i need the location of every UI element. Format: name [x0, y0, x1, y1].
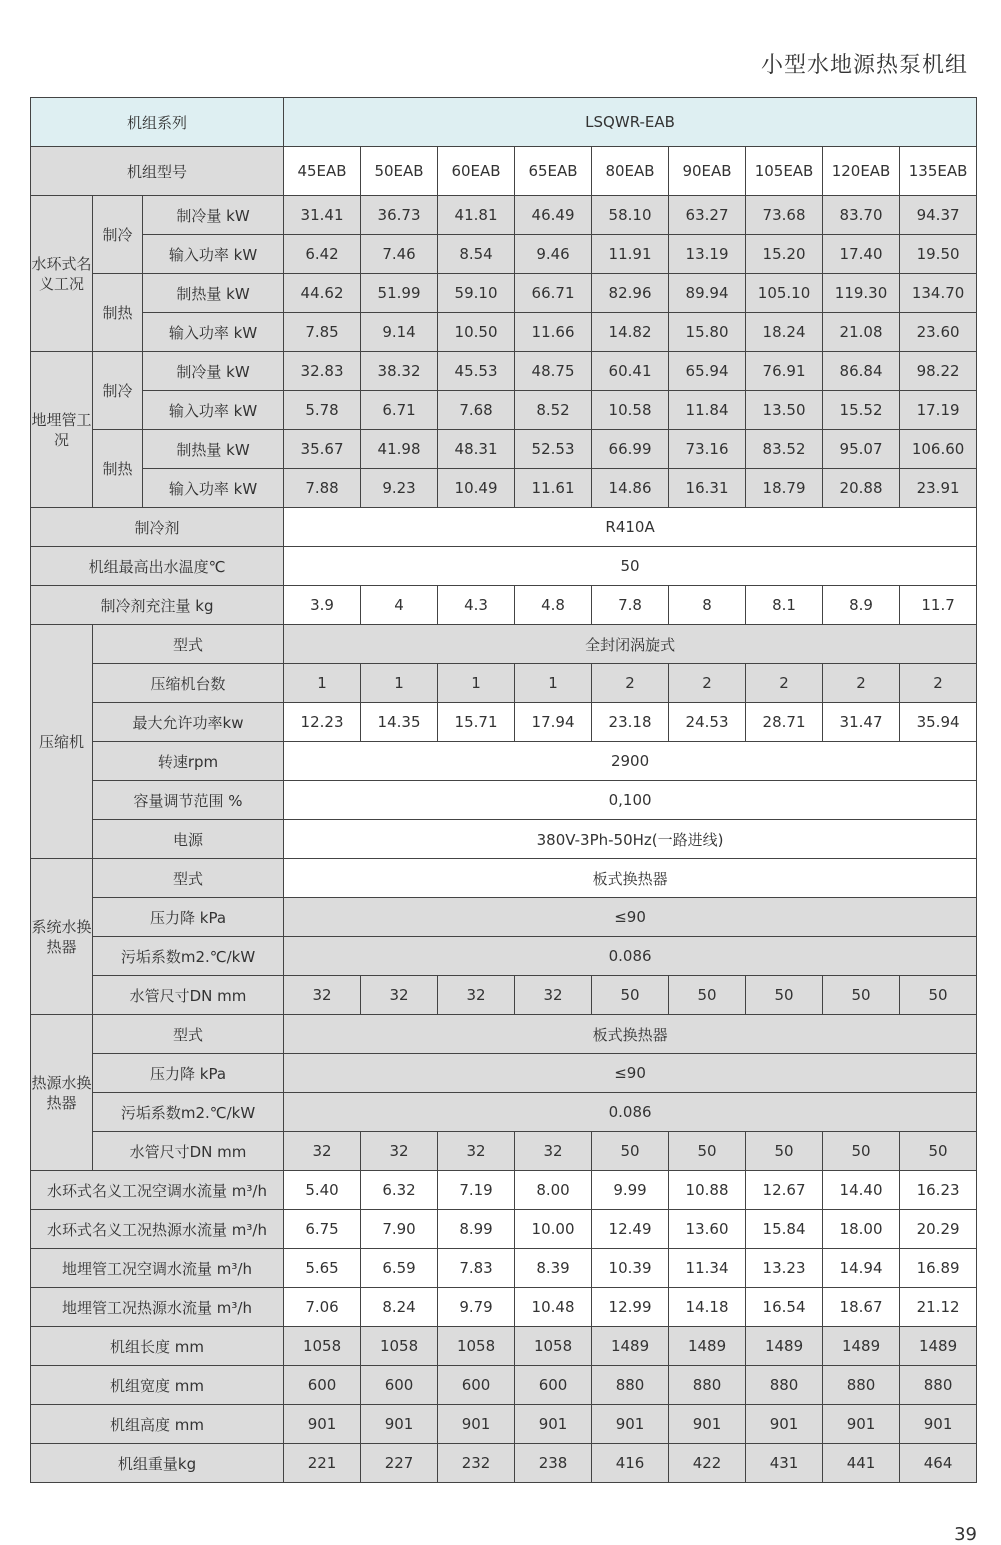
value-cell: 12.67 [746, 1171, 823, 1210]
row-label: 污垢系数m2.℃/kW [93, 937, 284, 976]
value-cell: 10.58 [592, 391, 669, 430]
value-cell: 24.53 [669, 703, 746, 742]
table-row [31, 547, 977, 586]
spec-table [30, 97, 977, 1483]
table-row [31, 1093, 977, 1132]
value-cell: 21.08 [823, 313, 900, 352]
model-label: 机组型号 [31, 147, 284, 196]
value-cell: 2 [592, 664, 669, 703]
value-cell: 6.42 [284, 235, 361, 274]
value-cell: 50 [746, 1132, 823, 1171]
value-cell: 431 [746, 1444, 823, 1483]
table-row [31, 1405, 977, 1444]
value-cell: 11.34 [669, 1249, 746, 1288]
value-cell: 2 [900, 664, 977, 703]
mode-label: 制热 [93, 274, 143, 352]
source-hx-category: 热源水换热器 [31, 1015, 93, 1171]
value-cell: 1058 [284, 1327, 361, 1366]
table-row [31, 1366, 977, 1405]
row-label: 输入功率 kW [143, 235, 284, 274]
value-cell: 45.53 [438, 352, 515, 391]
row-label: 水管尺寸DN mm [93, 1132, 284, 1171]
value-cell: 52.53 [515, 430, 592, 469]
mode-label: 制冷 [93, 196, 143, 274]
value-cell: 10.48 [515, 1288, 592, 1327]
table-row [31, 147, 977, 196]
value-cell: 4.3 [438, 586, 515, 625]
value-cell: 50 [823, 1132, 900, 1171]
value-cell: 1489 [823, 1327, 900, 1366]
value-cell: 7.19 [438, 1171, 515, 1210]
value-cell: 6.71 [361, 391, 438, 430]
value-cell: 1 [515, 664, 592, 703]
value-cell: 901 [900, 1405, 977, 1444]
table-row [31, 1327, 977, 1366]
value-cell: 880 [592, 1366, 669, 1405]
table-row [31, 313, 977, 352]
row-label: 转速rpm [93, 742, 284, 781]
value-cell: 41.98 [361, 430, 438, 469]
value-cell: 901 [515, 1405, 592, 1444]
value-cell: 9.79 [438, 1288, 515, 1327]
table-row [31, 352, 977, 391]
value-cell: 9.46 [515, 235, 592, 274]
value-cell: 18.67 [823, 1288, 900, 1327]
model-header: 60EAB [438, 147, 515, 196]
value-cell: 36.73 [361, 196, 438, 235]
value-cell: 82.96 [592, 274, 669, 313]
value-cell: 10.49 [438, 469, 515, 508]
value-cell: 50 [823, 976, 900, 1015]
value-cell: 9.14 [361, 313, 438, 352]
row-label: 压力降 kPa [93, 898, 284, 937]
table-row [31, 820, 977, 859]
value-cell: 23.18 [592, 703, 669, 742]
value-cell: 89.94 [669, 274, 746, 313]
table-row [31, 430, 977, 469]
row-label: 制冷剂充注量 kg [31, 586, 284, 625]
value-cell: 66.99 [592, 430, 669, 469]
value-cell: 7.06 [284, 1288, 361, 1327]
value-cell: 38.32 [361, 352, 438, 391]
series-value: LSQWR-EAB [284, 98, 977, 147]
value-cell: 51.99 [361, 274, 438, 313]
value-cell: 1489 [900, 1327, 977, 1366]
value-cell: 232 [438, 1444, 515, 1483]
value-cell: 73.68 [746, 196, 823, 235]
row-label: 输入功率 kW [143, 391, 284, 430]
value-cell: 880 [669, 1366, 746, 1405]
row-label: 机组高度 mm [31, 1405, 284, 1444]
table-row [31, 742, 977, 781]
mode-label: 制热 [93, 430, 143, 508]
value-cell: 15.84 [746, 1210, 823, 1249]
value-cell: 1489 [592, 1327, 669, 1366]
value-cell: 901 [592, 1405, 669, 1444]
value-cell: 1 [361, 664, 438, 703]
value-cell: 16.89 [900, 1249, 977, 1288]
row-label: 机组宽度 mm [31, 1366, 284, 1405]
table-row [31, 976, 977, 1015]
value-cell: 83.52 [746, 430, 823, 469]
row-label: 地埋管工况热源水流量 m³/h [31, 1288, 284, 1327]
value-cell: 98.22 [900, 352, 977, 391]
value-cell: 14.35 [361, 703, 438, 742]
value-cell: 1489 [746, 1327, 823, 1366]
value-cell: 8.99 [438, 1210, 515, 1249]
model-header: 45EAB [284, 147, 361, 196]
value-cell: 46.49 [515, 196, 592, 235]
table-row [31, 196, 977, 235]
row-label: 机组重量kg [31, 1444, 284, 1483]
value-cell: 17.19 [900, 391, 977, 430]
value-cell: 18.24 [746, 313, 823, 352]
page-number: 39 [954, 1524, 977, 1545]
value-cell: 59.10 [438, 274, 515, 313]
value-cell: 1058 [515, 1327, 592, 1366]
value-cell: 8.54 [438, 235, 515, 274]
value-cell: 7.90 [361, 1210, 438, 1249]
value-cell: 50 [746, 976, 823, 1015]
value-cell: 50 [669, 976, 746, 1015]
value-cell: 8 [669, 586, 746, 625]
value-cell: 1489 [669, 1327, 746, 1366]
row-label: 电源 [93, 820, 284, 859]
value-cell: 14.94 [823, 1249, 900, 1288]
value-cell: 221 [284, 1444, 361, 1483]
value-cell: 0.086 [284, 1093, 977, 1132]
row-label: 制冷量 kW [143, 196, 284, 235]
table-row [31, 235, 977, 274]
value-cell: 416 [592, 1444, 669, 1483]
value-cell: 16.54 [746, 1288, 823, 1327]
value-cell: 15.80 [669, 313, 746, 352]
model-header: 105EAB [746, 147, 823, 196]
value-cell: 11.7 [900, 586, 977, 625]
value-cell: 35.94 [900, 703, 977, 742]
system-hx-category: 系统水换热器 [31, 859, 93, 1015]
value-cell: 60.41 [592, 352, 669, 391]
table-row [31, 625, 977, 664]
value-cell: 48.75 [515, 352, 592, 391]
value-cell: 32 [438, 976, 515, 1015]
model-header: 80EAB [592, 147, 669, 196]
value-cell: 32 [438, 1132, 515, 1171]
value-cell: 1058 [438, 1327, 515, 1366]
row-label: 制冷剂 [31, 508, 284, 547]
value-cell: 32 [361, 976, 438, 1015]
row-label: 水环式名义工况空调水流量 m³/h [31, 1171, 284, 1210]
value-cell: 50 [900, 976, 977, 1015]
value-cell: 10.00 [515, 1210, 592, 1249]
series-label: 机组系列 [31, 98, 284, 147]
table-row [31, 1249, 977, 1288]
value-cell: 8.24 [361, 1288, 438, 1327]
table-row [31, 586, 977, 625]
value-cell: 76.91 [746, 352, 823, 391]
value-cell: 31.41 [284, 196, 361, 235]
table-row [31, 1288, 977, 1327]
value-cell: 50 [592, 976, 669, 1015]
value-cell: 32 [515, 976, 592, 1015]
value-cell: 380V-3Ph-50Hz(一路进线) [284, 820, 977, 859]
row-label: 压缩机台数 [93, 664, 284, 703]
value-cell: 21.12 [900, 1288, 977, 1327]
table-row [31, 1015, 977, 1054]
value-cell: 32 [284, 1132, 361, 1171]
model-header: 120EAB [823, 147, 900, 196]
value-cell: 32 [515, 1132, 592, 1171]
table-row [31, 1444, 977, 1483]
value-cell: 4.8 [515, 586, 592, 625]
value-cell: 20.88 [823, 469, 900, 508]
value-cell: 14.18 [669, 1288, 746, 1327]
water-loop-category: 水环式名义工况 [31, 196, 93, 352]
row-label: 地埋管工况空调水流量 m³/h [31, 1249, 284, 1288]
value-cell: 10.39 [592, 1249, 669, 1288]
value-cell: 全封闭涡旋式 [284, 625, 977, 664]
page-title: 小型水地源热泵机组 [760, 53, 968, 78]
value-cell: 板式换热器 [284, 1015, 977, 1054]
value-cell: 901 [438, 1405, 515, 1444]
value-cell: 8.00 [515, 1171, 592, 1210]
value-cell: 28.71 [746, 703, 823, 742]
value-cell: 13.60 [669, 1210, 746, 1249]
value-cell: 7.46 [361, 235, 438, 274]
value-cell: 15.52 [823, 391, 900, 430]
table-row [31, 937, 977, 976]
row-label: 制冷量 kW [143, 352, 284, 391]
value-cell: 32 [284, 976, 361, 1015]
value-cell: 50 [900, 1132, 977, 1171]
table-row [31, 391, 977, 430]
row-label: 机组长度 mm [31, 1327, 284, 1366]
value-cell: 11.91 [592, 235, 669, 274]
row-label: 压力降 kPa [93, 1054, 284, 1093]
value-cell: 10.50 [438, 313, 515, 352]
model-header: 90EAB [669, 147, 746, 196]
row-label: 容量调节范围 % [93, 781, 284, 820]
value-cell: 50 [669, 1132, 746, 1171]
value-cell: 14.86 [592, 469, 669, 508]
row-label: 最大允许功率kw [93, 703, 284, 742]
value-cell: 880 [823, 1366, 900, 1405]
model-header: 135EAB [900, 147, 977, 196]
value-cell: 1 [284, 664, 361, 703]
value-cell: 83.70 [823, 196, 900, 235]
value-cell: 1058 [361, 1327, 438, 1366]
table-row [31, 859, 977, 898]
value-cell: 4 [361, 586, 438, 625]
value-cell: 94.37 [900, 196, 977, 235]
value-cell: 600 [284, 1366, 361, 1405]
value-cell: 880 [746, 1366, 823, 1405]
model-header: 65EAB [515, 147, 592, 196]
value-cell: 7.83 [438, 1249, 515, 1288]
value-cell: 7.68 [438, 391, 515, 430]
value-cell: 0,100 [284, 781, 977, 820]
table-row [31, 703, 977, 742]
table-row [31, 1132, 977, 1171]
value-cell: 50 [284, 547, 977, 586]
value-cell: 23.91 [900, 469, 977, 508]
value-cell: 8.39 [515, 1249, 592, 1288]
value-cell: 7.8 [592, 586, 669, 625]
value-cell: 32.83 [284, 352, 361, 391]
value-cell: 31.47 [823, 703, 900, 742]
value-cell: 13.23 [746, 1249, 823, 1288]
value-cell: 2 [823, 664, 900, 703]
table-row [31, 469, 977, 508]
value-cell: 9.23 [361, 469, 438, 508]
table-row [31, 1171, 977, 1210]
value-cell: 441 [823, 1444, 900, 1483]
row-label: 制热量 kW [143, 274, 284, 313]
value-cell: 6.75 [284, 1210, 361, 1249]
value-cell: 901 [361, 1405, 438, 1444]
value-cell: 44.62 [284, 274, 361, 313]
table-row [31, 664, 977, 703]
value-cell: 95.07 [823, 430, 900, 469]
value-cell: 63.27 [669, 196, 746, 235]
table-row [31, 1054, 977, 1093]
value-cell: 6.32 [361, 1171, 438, 1210]
value-cell: 23.60 [900, 313, 977, 352]
value-cell: 2 [669, 664, 746, 703]
value-cell: 73.16 [669, 430, 746, 469]
value-cell: 板式换热器 [284, 859, 977, 898]
value-cell: 18.79 [746, 469, 823, 508]
value-cell: 2900 [284, 742, 977, 781]
value-cell: 227 [361, 1444, 438, 1483]
value-cell: 35.67 [284, 430, 361, 469]
row-label: 机组最高出水温度℃ [31, 547, 284, 586]
value-cell: 5.40 [284, 1171, 361, 1210]
model-header: 50EAB [361, 147, 438, 196]
table-row [31, 508, 977, 547]
row-label: 型式 [93, 1015, 284, 1054]
row-label: 污垢系数m2.℃/kW [93, 1093, 284, 1132]
row-label: 水管尺寸DN mm [93, 976, 284, 1015]
value-cell: 901 [669, 1405, 746, 1444]
value-cell: 86.84 [823, 352, 900, 391]
row-label: 输入功率 kW [143, 313, 284, 352]
value-cell: 14.82 [592, 313, 669, 352]
value-cell: 901 [746, 1405, 823, 1444]
value-cell: 17.94 [515, 703, 592, 742]
value-cell: 3.9 [284, 586, 361, 625]
value-cell: 12.23 [284, 703, 361, 742]
value-cell: 134.70 [900, 274, 977, 313]
value-cell: 105.10 [746, 274, 823, 313]
value-cell: 11.66 [515, 313, 592, 352]
table-row [31, 1210, 977, 1249]
value-cell: 600 [515, 1366, 592, 1405]
mode-label: 制冷 [93, 352, 143, 430]
value-cell: 48.31 [438, 430, 515, 469]
table-row [31, 898, 977, 937]
value-cell: 41.81 [438, 196, 515, 235]
row-label: 型式 [93, 859, 284, 898]
value-cell: 6.59 [361, 1249, 438, 1288]
value-cell: 17.40 [823, 235, 900, 274]
compressor-category: 压缩机 [31, 625, 93, 859]
value-cell: 20.29 [900, 1210, 977, 1249]
value-cell: 464 [900, 1444, 977, 1483]
value-cell: 9.99 [592, 1171, 669, 1210]
row-label: 输入功率 kW [143, 469, 284, 508]
value-cell: 15.71 [438, 703, 515, 742]
table-row [31, 781, 977, 820]
value-cell: 600 [438, 1366, 515, 1405]
value-cell: 58.10 [592, 196, 669, 235]
value-cell: 11.84 [669, 391, 746, 430]
value-cell: 7.85 [284, 313, 361, 352]
ground-loop-category: 地埋管工况 [31, 352, 93, 508]
value-cell: ≤90 [284, 898, 977, 937]
value-cell: 15.20 [746, 235, 823, 274]
value-cell: 8.52 [515, 391, 592, 430]
value-cell: 32 [361, 1132, 438, 1171]
value-cell: 7.88 [284, 469, 361, 508]
value-cell: 901 [823, 1405, 900, 1444]
value-cell: 12.49 [592, 1210, 669, 1249]
value-cell: 14.40 [823, 1171, 900, 1210]
value-cell: 422 [669, 1444, 746, 1483]
value-cell: 8.9 [823, 586, 900, 625]
value-cell: ≤90 [284, 1054, 977, 1093]
value-cell: 18.00 [823, 1210, 900, 1249]
row-label: 型式 [93, 625, 284, 664]
value-cell: 600 [361, 1366, 438, 1405]
value-cell: R410A [284, 508, 977, 547]
value-cell: 50 [592, 1132, 669, 1171]
value-cell: 10.88 [669, 1171, 746, 1210]
table-row [31, 274, 977, 313]
value-cell: 5.65 [284, 1249, 361, 1288]
value-cell: 901 [284, 1405, 361, 1444]
value-cell: 16.31 [669, 469, 746, 508]
value-cell: 106.60 [900, 430, 977, 469]
value-cell: 12.99 [592, 1288, 669, 1327]
value-cell: 66.71 [515, 274, 592, 313]
value-cell: 2 [746, 664, 823, 703]
row-label: 水环式名义工况热源水流量 m³/h [31, 1210, 284, 1249]
value-cell: 13.19 [669, 235, 746, 274]
value-cell: 11.61 [515, 469, 592, 508]
value-cell: 5.78 [284, 391, 361, 430]
value-cell: 65.94 [669, 352, 746, 391]
value-cell: 119.30 [823, 274, 900, 313]
value-cell: 13.50 [746, 391, 823, 430]
value-cell: 238 [515, 1444, 592, 1483]
value-cell: 8.1 [746, 586, 823, 625]
value-cell: 16.23 [900, 1171, 977, 1210]
value-cell: 1 [438, 664, 515, 703]
value-cell: 0.086 [284, 937, 977, 976]
value-cell: 880 [900, 1366, 977, 1405]
value-cell: 19.50 [900, 235, 977, 274]
row-label: 制热量 kW [143, 430, 284, 469]
table-row [31, 98, 977, 147]
